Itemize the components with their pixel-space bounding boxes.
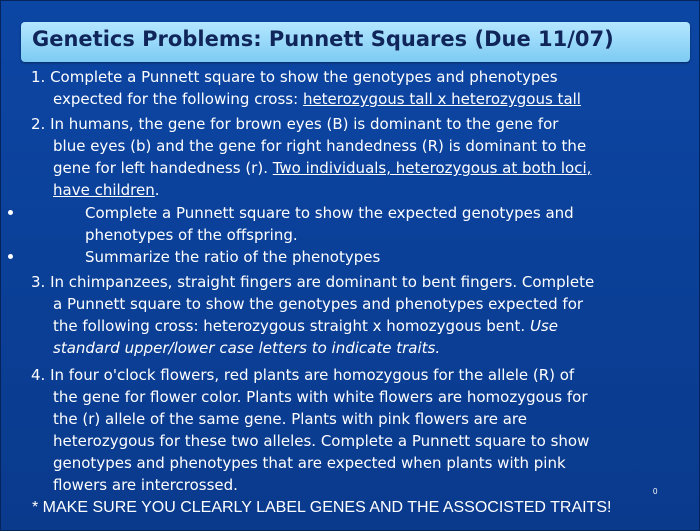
q3-line2: a Punnett square to show the genotypes and phenotypes expected for	[53, 295, 584, 313]
q4-line3: the (r) allele of the same gene. Plants with pink flowers are are	[53, 410, 527, 428]
footer-note: * MAKE SURE YOU CLEARLY LABEL GENES AND THE ASSOCISTED TRAITS!	[32, 499, 612, 516]
q3-line1: 3. In chimpanzees, straight fingers are dominant to bent fingers. Complete	[31, 273, 595, 291]
q2-sub1-line1: Complete a Punnett square to show the expected genotypes and	[85, 204, 574, 222]
page-number: 0	[653, 487, 658, 496]
q2-sub1-line2: phenotypes of the offspring.	[85, 226, 298, 244]
q1-line2	[53, 89, 581, 111]
q2-line1: 2. In humans, the gene for brown eyes (B) is dominant to the gene for	[31, 115, 559, 133]
q2-line4	[53, 180, 160, 202]
q3-line3-text: the following cross: heterozygous straight x homozygous bent.	[53, 317, 530, 335]
q1-line2-text: expected for the following cross:	[53, 90, 303, 108]
q4-line4: heterozygous for these two alleles. Complete a Punnett square to show	[53, 432, 590, 450]
q3-line3	[53, 316, 558, 338]
q2-sub2: Summarize the ratio of the phenotypes	[85, 248, 381, 266]
q2-line4-tail: .	[154, 181, 160, 199]
q3-line4: standard upper/lower case letters to indicate traits.	[53, 339, 441, 357]
bullet-icon	[8, 254, 13, 259]
bullet-icon	[8, 210, 13, 215]
slide-title: Genetics Problems: Punnett Squares (Due 11/07)	[32, 27, 614, 51]
q4-line5: genotypes and phenotypes that are expected when plants with pink	[53, 454, 566, 472]
q3-line3-italic: Use	[529, 317, 558, 335]
title-bar	[21, 22, 690, 62]
q4-line2: the gene for flower color. Plants with white flowers are homozygous for	[53, 388, 588, 406]
q2-line3	[53, 158, 591, 180]
q1-cross-underlined: heterozygous tall x heterozygous tall	[302, 90, 581, 108]
q2-line3-text: gene for left handedness (r).	[53, 159, 273, 177]
q2-line4-underlined: have children	[53, 181, 155, 199]
q4-line6: flowers are intercrossed.	[53, 476, 238, 494]
q1-line1: 1. Complete a Punnett square to show the genotypes and phenotypes	[31, 68, 558, 86]
q2-line2: blue eyes (b) and the gene for right handedness (R) is dominant to the	[53, 137, 587, 155]
q2-line3-underlined: Two individuals, heterozygous at both loci,	[272, 159, 592, 177]
q4-line1: 4. In four o'clock flowers, red plants are homozygous for the allele (R) of	[31, 366, 575, 384]
